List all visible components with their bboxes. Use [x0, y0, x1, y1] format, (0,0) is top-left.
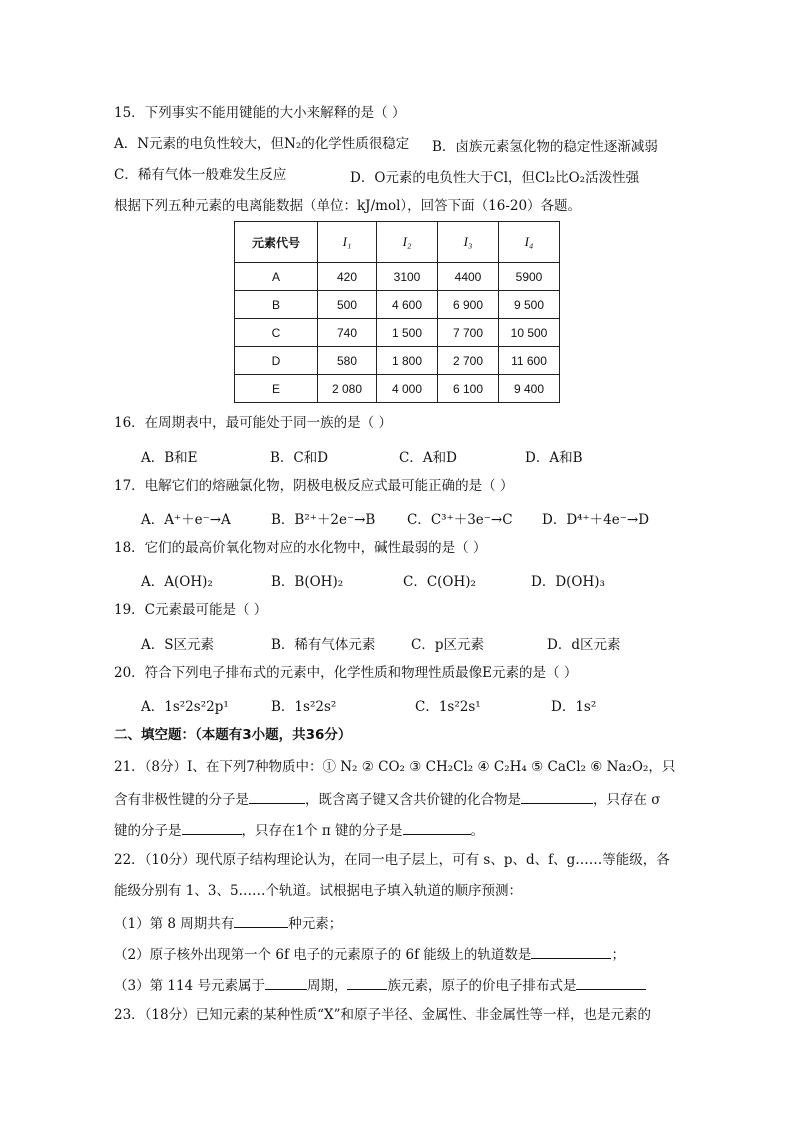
table-cell: D [235, 347, 318, 375]
table-cell: 9 500 [499, 291, 560, 319]
q20-stem: 20．符合下列电子排布式的元素中，化学性质和物理性质最像E元素的是（ ） [114, 665, 578, 681]
table-cell: A [235, 263, 318, 291]
q22-text: ； [611, 947, 625, 963]
q17-option-d: D．D⁴⁺＋4e⁻→D [542, 512, 650, 528]
table-cell: 6 900 [438, 291, 499, 319]
table-cell: 420 [318, 263, 377, 291]
q19-stem: 19．C元素最可能是（ ） [114, 602, 268, 618]
q21-text: 含有非极性键的分子是 [114, 792, 249, 808]
table-cell: 10 500 [499, 319, 560, 347]
table-cell: B [235, 291, 318, 319]
answer-blank[interactable] [182, 820, 242, 835]
q22-part-1 [114, 913, 342, 933]
q21-line-1: 21．（8分）I、在下列7种物质中：① N₂ ② CO₂ ③ CH₂Cl₂ ④ C₂H₄ ⑤ CaCl₂ ⑥ Na₂O₂，只 [114, 759, 676, 775]
table-row [235, 347, 560, 375]
q15-option-a: A．N元素的电负性较大，但N₂的化学性质很稳定 [114, 136, 410, 152]
q22-text: （3）第 114 号元素属于 [114, 978, 265, 994]
q22-text: （1）第 8 周期共有 [114, 916, 235, 932]
q18-option-b: B．B(OH)₂ [271, 574, 344, 590]
table-cell: 2 700 [438, 347, 499, 375]
table-cell: 11 600 [499, 347, 560, 375]
q22-text: 种元素； [288, 916, 343, 932]
table-cell: 1 800 [377, 347, 438, 375]
answer-blank[interactable] [576, 975, 646, 990]
table-cell: 740 [318, 319, 377, 347]
q21-line-2 [114, 789, 661, 809]
q15-stem: 15．下列事实不能用键能的大小来解释的是（ ） [114, 105, 406, 121]
q19-option-b: B．稀有气体元素 [271, 637, 376, 653]
table-row [235, 375, 560, 403]
table-cell: 580 [318, 347, 377, 375]
q22-line-1: 22．（10分）现代原子结构理论认为，在同一电子层上，可有 s、p、d、f、g……等能级，各 [114, 852, 670, 868]
q19-option-d: D．d区元素 [547, 637, 621, 653]
answer-blank[interactable] [347, 975, 387, 990]
q20-option-a: A．1s²2s²2p¹ [141, 699, 229, 715]
q22-line-2: 能级分别有 1、3、5……个轨道。试根据电子填入轨道的顺序预测： [114, 883, 523, 899]
table-cell: 1 500 [377, 319, 438, 347]
q21-text: ，只存在 σ [593, 792, 661, 808]
table-cell: 4 000 [377, 375, 438, 403]
q19-option-c: C．p区元素 [411, 637, 484, 653]
q17-stem: 17．电解它们的熔融氯化物，阴极电极反应式最可能正确的是（ ） [114, 478, 514, 494]
ionization-energy-table [234, 221, 560, 403]
q18-option-d: D．D(OH)₃ [531, 574, 605, 590]
q22-text: 周期， [306, 978, 348, 994]
section-heading: 二、填空题：（本题有3小题，共36分） [114, 727, 352, 743]
answer-blank[interactable] [531, 944, 611, 959]
q21-line-3 [114, 820, 484, 840]
table-row [235, 319, 560, 347]
q16-option-c: C．A和D [399, 450, 457, 466]
answer-blank[interactable] [403, 820, 471, 835]
q18-stem: 18．它们的最高价氧化物对应的水化物中，碱性最弱的是（ ） [114, 540, 487, 556]
q20-option-d: D．1s² [551, 699, 597, 715]
table-cell: 7 700 [438, 319, 499, 347]
q20-option-c: C．1s²2s¹ [415, 699, 481, 715]
q16-option-a: A．B和E [141, 450, 198, 466]
answer-blank[interactable] [249, 789, 305, 804]
q16-option-d: D．A和B [525, 450, 583, 466]
table-cell: 2 080 [318, 375, 377, 403]
table-cell: E [235, 375, 318, 403]
q20-option-b: B．1s²2s² [271, 699, 337, 715]
table-cell: 4400 [438, 263, 499, 291]
answer-blank[interactable] [234, 913, 288, 928]
table-row [235, 291, 560, 319]
q17-option-b: B．B²⁺＋2e⁻→B [271, 512, 376, 528]
header-i4: I₄ [499, 222, 560, 263]
table-cell: 4 600 [377, 291, 438, 319]
table-cell: 9 400 [499, 375, 560, 403]
q22-part-2 [114, 944, 625, 964]
header-element-code: 元素代号 [235, 222, 318, 263]
q21-text: 键的分子是 [114, 823, 182, 839]
header-i2: I₂ [377, 222, 438, 263]
table-cell: 5900 [499, 263, 560, 291]
q21-text: ，既含离子键又含共价键的化合物是 [305, 792, 521, 808]
q21-text: ，只存在1个 π 键的分子是 [241, 823, 403, 839]
table-cell: C [235, 319, 318, 347]
q16-stem: 16．在周期表中，最可能处于同一族的是（ ） [114, 415, 392, 431]
q22-text: （2）原子核外出现第一个 6f 电子的元素原子的 6f 能级上的轨道数是 [114, 947, 532, 963]
q15-option-b: B．卤族元素氢化物的稳定性逐渐减弱 [432, 139, 658, 155]
table-header-row [235, 222, 560, 263]
q18-option-a: A．A(OH)₂ [141, 574, 213, 590]
header-i1: I₁ [318, 222, 377, 263]
answer-blank[interactable] [521, 789, 593, 804]
table-row [235, 263, 560, 291]
table-cell: 6 100 [438, 375, 499, 403]
q16-option-b: B．C和D [270, 450, 329, 466]
q22-part-3 [114, 975, 646, 995]
table-intro: 根据下列五种元素的电离能数据（单位：kJ/mol），回答下面（16-20）各题。 [114, 198, 582, 214]
table-cell: 500 [318, 291, 377, 319]
q23-line-1: 23．（18分）已知元素的某种性质“X”和原子半径、金属性、非金属性等一样，也是元素的 [114, 1007, 652, 1023]
header-i3: I₃ [438, 222, 499, 263]
q15-option-c: C．稀有气体一般难发生反应 [114, 167, 287, 183]
q17-option-a: A．A⁺＋e⁻→A [141, 512, 231, 528]
answer-blank[interactable] [265, 975, 307, 990]
q17-option-c: C．C³⁺＋3e⁻→C [407, 512, 513, 528]
table-cell: 3100 [377, 263, 438, 291]
q18-option-c: C．C(OH)₂ [403, 574, 476, 590]
q22-text: 族元素，原子的价电子排布式是 [387, 978, 577, 994]
q21-text: 。 [470, 823, 485, 839]
q15-option-d: D．O元素的电负性大于Cl，但Cl₂比O₂活泼性强 [350, 170, 640, 186]
q19-option-a: A．S区元素 [141, 637, 214, 653]
